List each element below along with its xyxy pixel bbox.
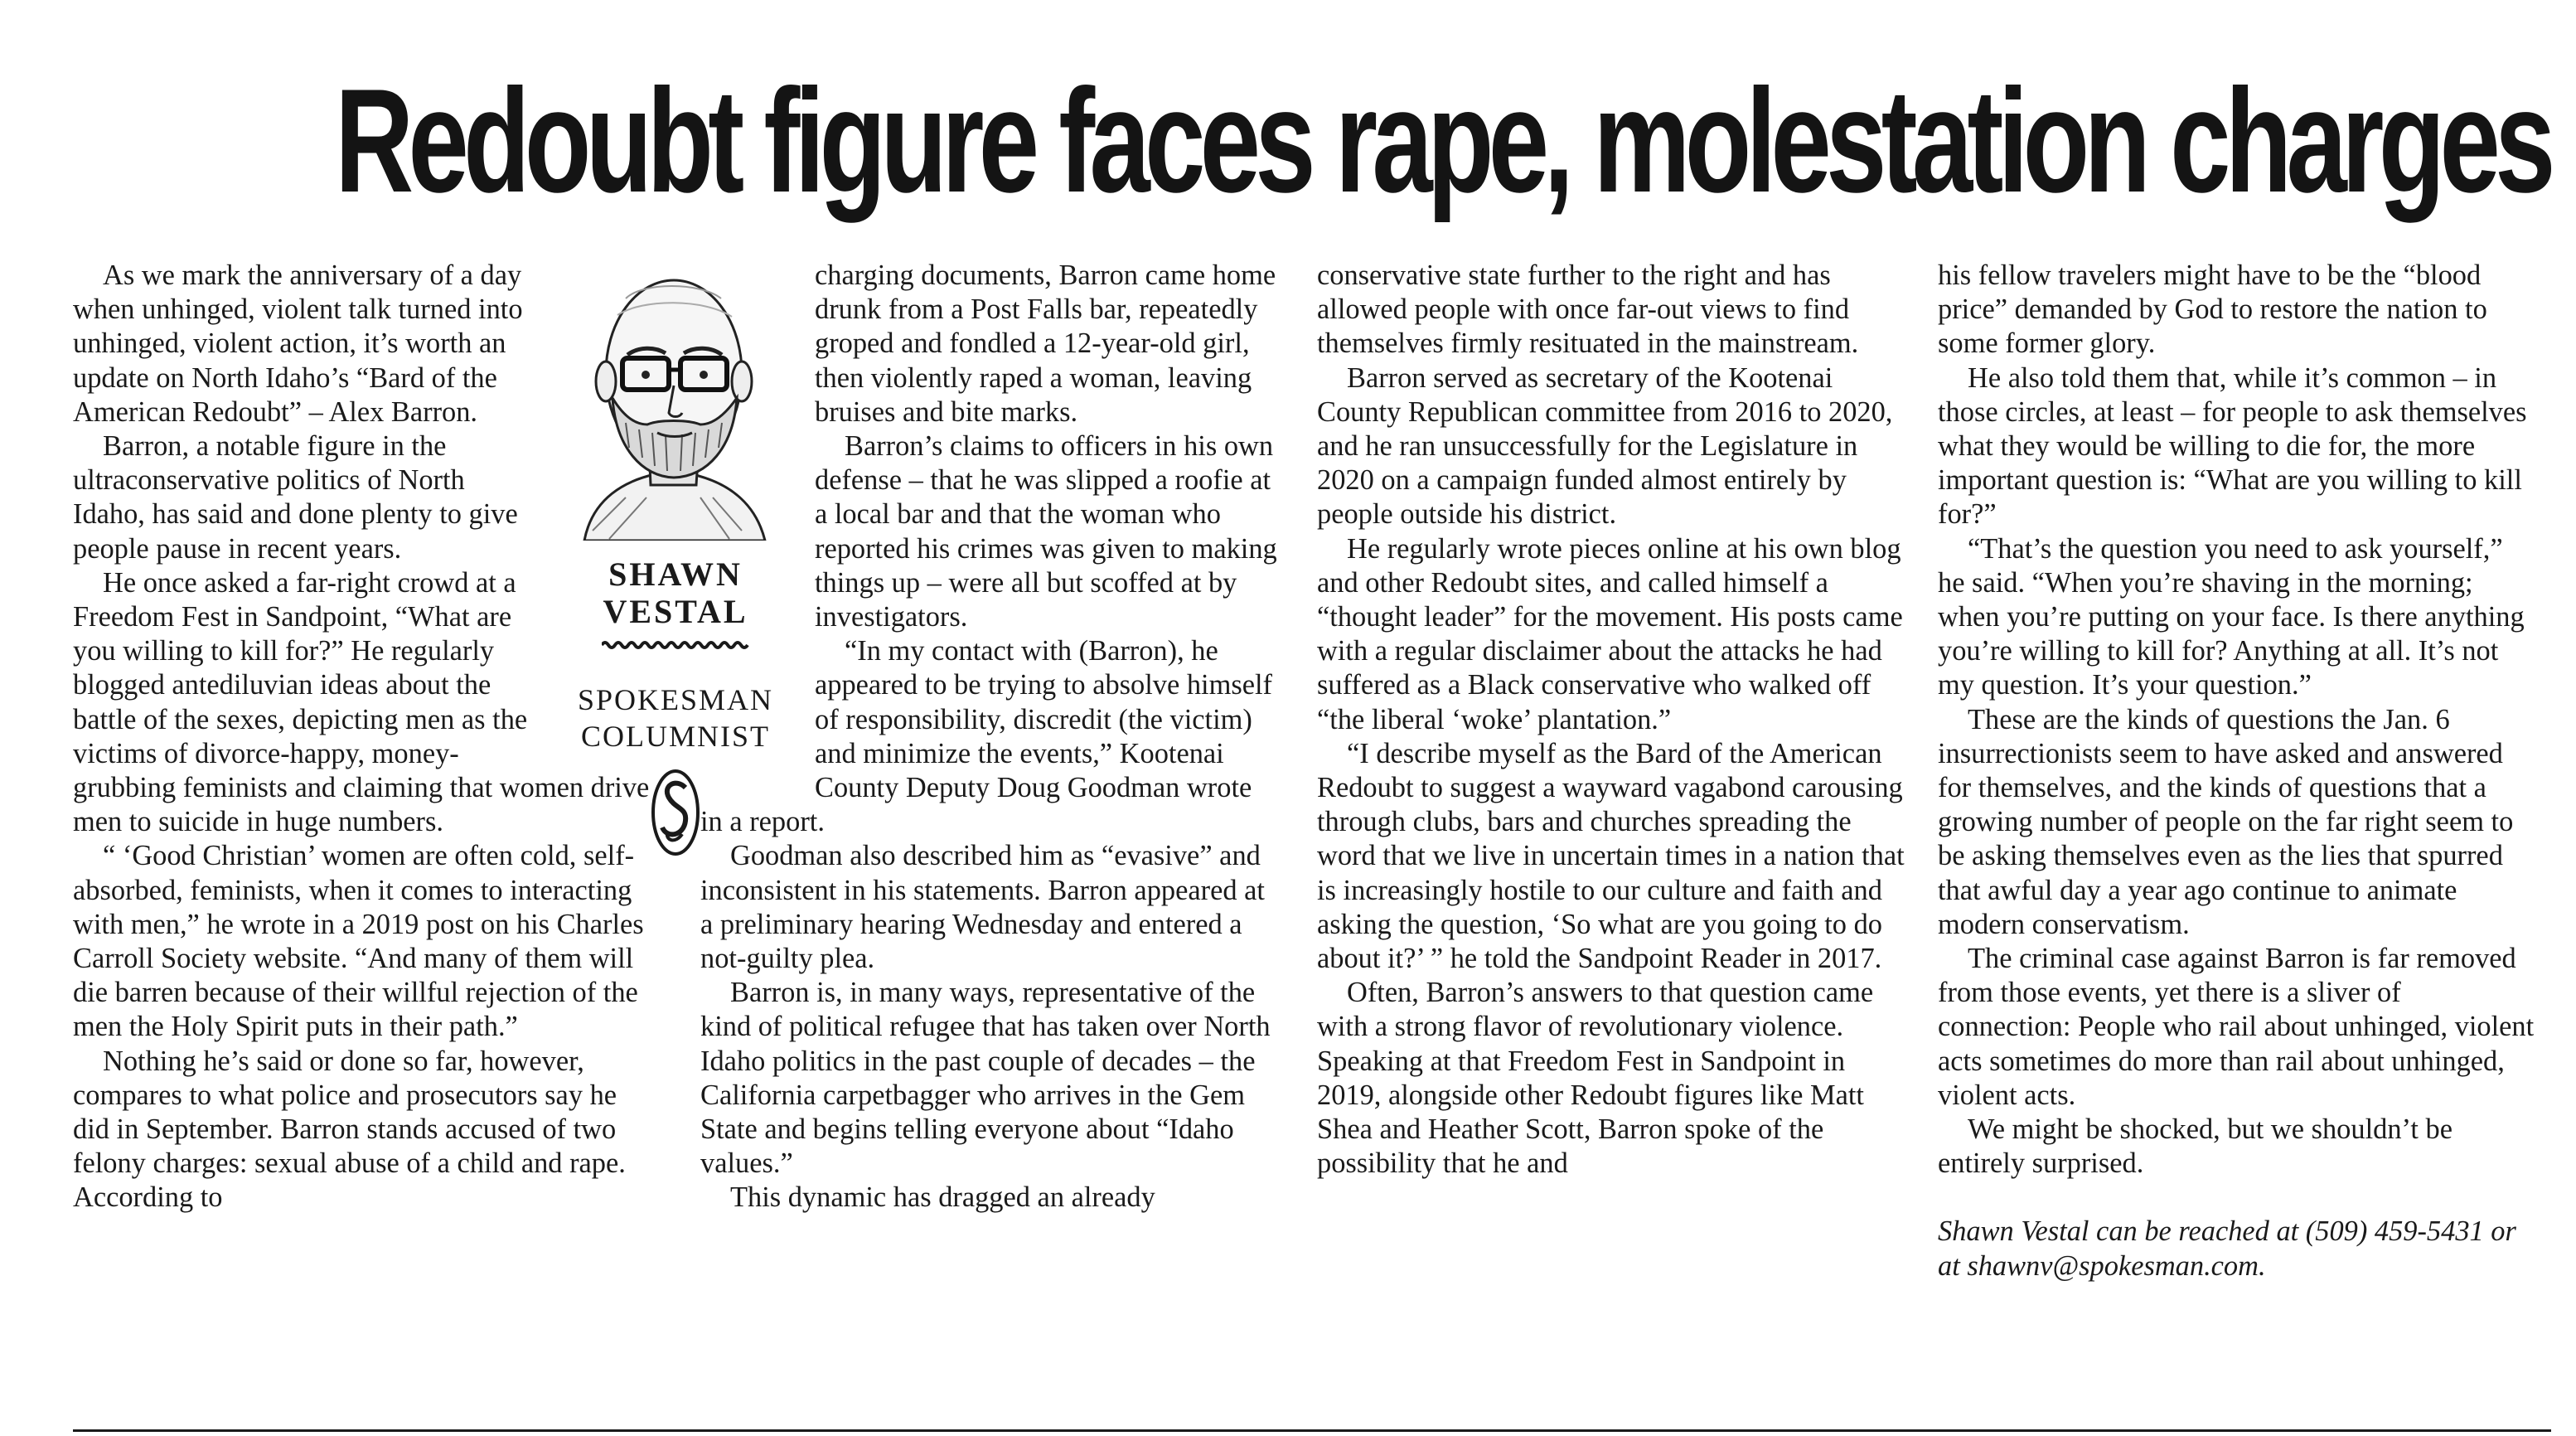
- column-4: [1938, 259, 2535, 1283]
- headline: Redoubt figure faces rape, molestation charges: [335, 58, 2550, 223]
- paragraph: We might be shocked, but we shouldn’t be entirely surprised.: [1938, 1113, 2453, 1180]
- paragraph: This dynamic has dragged an already: [730, 1181, 1155, 1214]
- paragraph: “In my contact with (Barron), he appeared to be trying to absolve himself of responsibility, discredit (the victim) and minimize the events,” Kootenai County Deputy Doug Goodman wrote in a report.: [700, 635, 1272, 838]
- columnist-name-first: SHAWN: [608, 555, 743, 593]
- paragraph: “That’s the question you need to ask yourself,” he said. “When you’re shaving in the morning; when you’re putting on your face. Is there anything you’re willing to kill for? Anything at all. It’s not my question. It’s your question.”: [1938, 532, 2525, 701]
- paragraph: As we mark the anniversary of a day when unhinged, violent talk turned into unhinged, violent action, it’s worth an update on North Idaho’s “Bard of the American Redoubt” – Alex Barron.: [73, 260, 523, 428]
- paragraph: Goodman also described him as “evasive” and inconsistent in his statements. Barron appeared at a preliminary hearing Wednesday and entered a not-guilty plea.: [700, 840, 1265, 975]
- paragraph: He once asked a far-right crowd at a Freedom Fest in Sandpoint, “What are you willing to kill for?” He regularly blogged antediluvian ideas about the battle of the sexes, depicting men as the victims of divorce-happy, money-grubbing feminists and claiming that women drive men to suicide in huge numbers.: [73, 566, 650, 838]
- columnist-role-line1: SPOKESMAN: [577, 683, 774, 716]
- spokesman-logo-icon: [651, 769, 700, 856]
- author-contact-signoff: Shawn Vestal can be reached at (509) 459-5431 or at shawnv@spokesman.com.: [1938, 1215, 2516, 1282]
- column-3: [1317, 259, 1905, 1181]
- paragraph: Often, Barron’s answers to that question came with a strong flavor of revolutionary violence. Speaking at that Freedom Fest in Sandpoint in 2019, alongside other Redoubt figures like Matt Shea and Heather Scott, Barron spoke of the possibility that he and: [1317, 977, 1874, 1180]
- paragraph: These are the kinds of questions the Jan. 6 insurrectionists seem to have asked and answered for themselves, and the kinds of questions that a growing number of people on the far right seem to be asking themselves even as the lies that spurred that awful day a year ago continue to animate modern conservatism.: [1938, 703, 2514, 940]
- paragraph: “I describe myself as the Bard of the American Redoubt to suggest a wayward vagabond carousing through clubs, bars and churches spreading the word that we live in uncertain times in a nation that is increasingly hostile to our culture and faith and asking the question, ‘So what are you going to do about it?’ ” he told the Sandpoint Reader in 2017.: [1317, 737, 1905, 975]
- paragraph: conservative state further to the right and has allowed people with once far-out views to find themselves firmly resituated in the mainstream.: [1317, 260, 1859, 360]
- paragraph: charging documents, Barron came home drunk from a Post Falls bar, repeatedly groped and fondled a 12-year-old girl, then violently raped a woman, leaving bruises and bite marks.: [815, 260, 1276, 428]
- paragraph: He regularly wrote pieces online at his own blog and other Redoubt sites, and called himself a “thought leader” for the movement. His posts came with a regular disclaimer about the attacks he had suffered as a Black conservative who walked off “the liberal ‘woke’ plantation.”: [1317, 532, 1903, 735]
- paragraph: his fellow travelers might have to be the “blood price” demanded by God to restore the nation to some former glory.: [1938, 260, 2487, 360]
- paragraph: Barron’s claims to officers in his own defense – that he was slipped a roofie at a local bar and that the woman who reported his crimes was given to making things up – were all but scoffed at by investigators.: [815, 430, 1277, 633]
- paragraph: Barron is, in many ways, representative of the kind of political refugee that has taken over North Idaho politics in the past couple of decades – the California carpetbagger who arrives in the Gem State and begins telling everyone about “Idaho values.”: [700, 977, 1271, 1180]
- columnist-name-last: VESTAL: [603, 593, 748, 630]
- column-2: [700, 259, 1281, 1215]
- paragraph: Barron, a notable figure in the ultraconservative politics of North Idaho, has said and done plenty to give people pause in recent years.: [73, 430, 518, 565]
- paragraph: He also told them that, while it’s common – in those circles, at least – for people to ask themselves what they would be willing to die for, the more important question is: “What are you willing to kill for?”: [1938, 361, 2527, 531]
- paragraph: The criminal case against Barron is far removed from those events, yet there is a sliver of connection: People who rail about unhinged, violent acts sometimes do more than rail about unhinged, violent acts.: [1938, 943, 2535, 1111]
- columnist-role-line2: COLUMNIST: [580, 720, 770, 753]
- paragraph: Nothing he’s said or done so far, however, compares to what police and prosecutors say he did in September. Barron stands accused of two felony charges: sexual abuse of a child and rape. According to: [73, 1045, 626, 1214]
- column-1: [73, 259, 653, 1215]
- paragraph: “ ‘Good Christian’ women are often cold, self-absorbed, feminists, when it comes to interacting with men,” he wrote in a 2019 post on his Charles Carroll Society website. “And many of them will die barren because of their willful rejection of the men the Holy Spirit puts in their path.”: [73, 840, 644, 1043]
- paragraph: Barron served as secretary of the Kootenai County Republican committee from 2016 to 2020, and he ran unsuccessfully for the Legislature in 2020 on a campaign funded almost entirely by people outside his district.: [1317, 361, 1893, 531]
- bottom-rule: [73, 1429, 2551, 1432]
